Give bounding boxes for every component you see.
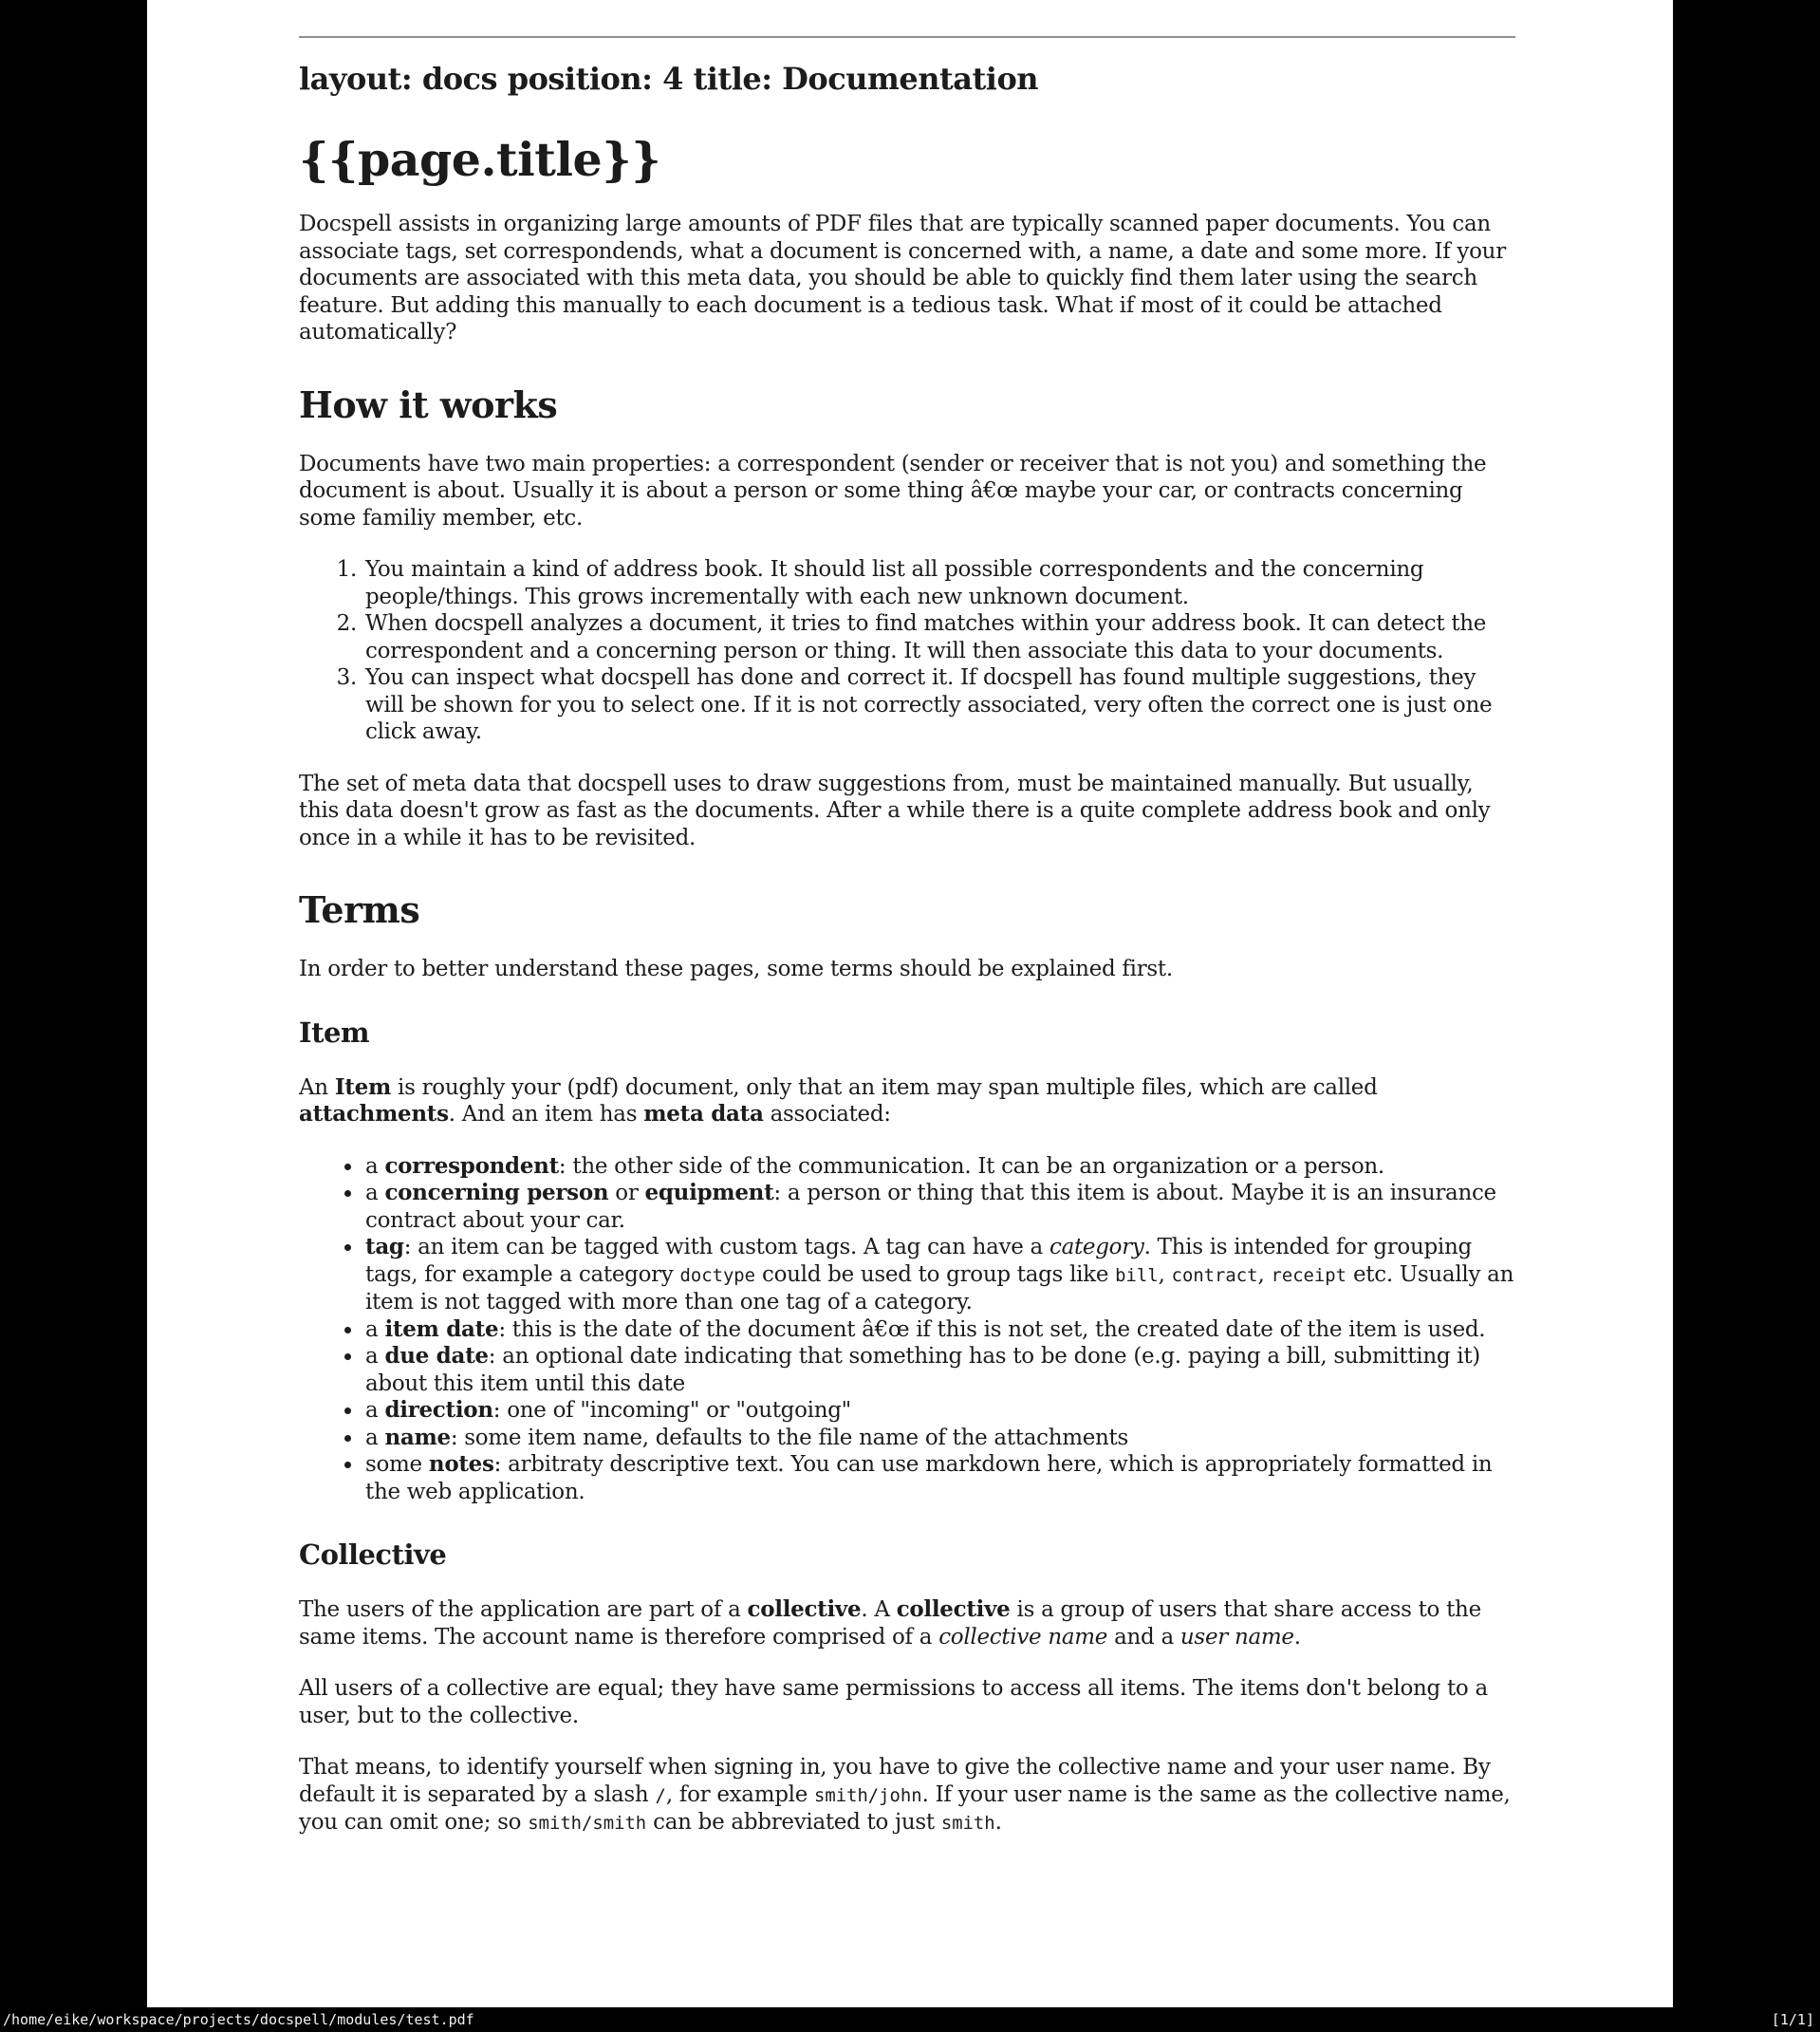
text-run: can be abbreviated to just	[646, 1810, 941, 1835]
list-item	[363, 1234, 1515, 1316]
inline-code: smith	[940, 1813, 995, 1834]
text-run: The users of the application are part of a	[299, 1597, 748, 1622]
text-run: notes	[428, 1451, 494, 1477]
text-run: or	[608, 1181, 645, 1205]
text-run: The set of meta data that docspell uses to draw suggestions from, must be maintained manually. But usually, this data doesn't grow as fast as the documents. After a while there is a quite complete address book and only once in a while it has to be revisited.	[299, 771, 1491, 850]
text-run: a	[365, 1344, 385, 1369]
section-heading	[299, 384, 1515, 426]
frontmatter-heading	[299, 61, 1515, 97]
text-run: That means, to identify yourself when signing in, you have to give the collective name and your user name. By default it is separated by a slash	[299, 1755, 1491, 1807]
text-run: ,	[1158, 1261, 1172, 1287]
text-run: : this is the date of the document â€œ if this is not set, the created date of the item is used.	[498, 1316, 1486, 1342]
text-run: correspondent	[384, 1152, 559, 1179]
inline-code: doctype	[679, 1264, 756, 1286]
text-run: In order to better understand these pages, some terms should be explained first.	[299, 957, 1173, 981]
text-run: Item	[299, 1016, 370, 1049]
text-run: a	[365, 1316, 385, 1342]
paragraph	[299, 451, 1515, 532]
paragraph	[299, 1596, 1515, 1650]
text-run: associated:	[763, 1102, 891, 1127]
text-run: : the other side of the communication. It can be an organization or a person.	[558, 1153, 1384, 1179]
text-run: Terms	[299, 888, 420, 931]
text-run: user name	[1179, 1624, 1294, 1650]
text-run: When docspell analyzes a document, it tries to find matches within your address book. It can detect the correspondent and a concerning person or thing. It will then associate this data to your documents.	[365, 611, 1487, 663]
text-run: : arbitraty descriptive text. You can use markdown here, which is appropriately formatted in the web application.	[365, 1452, 1493, 1504]
paragraph	[299, 771, 1515, 852]
text-run: collective	[747, 1596, 862, 1622]
text-run: .	[1293, 1624, 1301, 1650]
inline-code: contract	[1171, 1264, 1258, 1286]
paragraph	[299, 1754, 1515, 1837]
text-run: An	[299, 1074, 335, 1100]
text-run: . And an item has	[448, 1102, 644, 1127]
text-run: Docspell assists in organizing large amounts of PDF files that are typically scanned paper documents. You can associate tags, set correspondends, what a document is concerned with, a name, a date and some more. If your documents are associated with this meta data, you should be able to quickly find them later using the search feature. But adding this manually to each document is a tedious task. What if most of it could be attached automatically?	[299, 212, 1506, 345]
list-item	[363, 556, 1515, 610]
section-heading	[299, 889, 1515, 931]
text-run: : one of "incoming" or "outgoing"	[492, 1398, 851, 1423]
text-run: concerning person	[384, 1180, 609, 1205]
list-item	[363, 1180, 1515, 1234]
text-run: could be used to group tags like	[755, 1261, 1116, 1287]
text-run: Item	[334, 1073, 391, 1100]
paragraph	[299, 1074, 1515, 1128]
text-run: tag	[365, 1234, 404, 1259]
text-run: is a group of users that share access to the same items. The account name is therefore comprised of a	[299, 1597, 1481, 1650]
statusbar	[0, 2007, 1820, 2032]
text-run: Collective	[299, 1538, 447, 1571]
text-run: : an optional date indicating that something has to be done (e.g. paying a bill, submitting it) about this item until this date	[365, 1344, 1480, 1396]
text-run: {{page.title}}	[299, 132, 661, 187]
statusbar-filepath: /home/eike/workspace/projects/docspell/modules/test.pdf	[3, 2011, 474, 2028]
list-item	[363, 1153, 1515, 1181]
list-item	[363, 1316, 1515, 1344]
text-run: collective	[896, 1596, 1011, 1622]
text-run: due date	[384, 1343, 489, 1369]
text-run: meta data	[643, 1101, 764, 1127]
list-item	[363, 1343, 1515, 1397]
inline-code: /	[655, 1784, 666, 1806]
text-run: .	[994, 1810, 1002, 1835]
text-run: attachments	[299, 1101, 449, 1127]
text-run: layout: docs position: 4 title: Documentation	[299, 61, 1039, 97]
paragraph	[299, 956, 1515, 983]
list-item	[363, 610, 1515, 664]
text-run: category	[1049, 1235, 1144, 1259]
text-run: You can inspect what docspell has done and correct it. If docspell has found multiple suggestions, they will be shown for you to select one. If it is not correctly associated, very often the correct one is just one click away.	[365, 665, 1493, 744]
text-run: ,	[1257, 1261, 1272, 1287]
paragraph	[299, 211, 1515, 346]
text-run: . If your user name is the same as the collective name, you can omit one; so	[299, 1781, 1511, 1835]
statusbar-page-indicator: [1/1]	[1771, 2011, 1814, 2028]
text-run: etc. Usually an item is not tagged with more than one tag of a category.	[365, 1261, 1514, 1314]
unordered-list	[299, 1153, 1515, 1506]
page-title	[299, 133, 1515, 186]
text-run: equipment	[644, 1180, 774, 1205]
text-run: . This is intended for grouping tags, for example a category	[365, 1235, 1472, 1287]
text-run: direction	[384, 1397, 493, 1423]
paragraph	[299, 1675, 1515, 1729]
list-item	[363, 1425, 1515, 1452]
list-item	[363, 1451, 1515, 1505]
text-run: a	[365, 1181, 385, 1205]
list-item	[363, 664, 1515, 746]
subsection-heading	[299, 1538, 1515, 1572]
text-run: : an item can be tagged with custom tags. A tag can have a	[403, 1235, 1049, 1259]
text-run: You maintain a kind of address book. It should list all possible correspondents and the concerning people/things. This grows incrementally with each new unknown document.	[365, 557, 1424, 609]
subsection-heading	[299, 1016, 1515, 1050]
text-run: name	[384, 1424, 451, 1450]
document-content	[299, 0, 1515, 1837]
text-run: collective name	[938, 1624, 1108, 1650]
text-run: a	[365, 1398, 385, 1423]
text-run: How it works	[299, 382, 558, 426]
text-run: some	[365, 1452, 429, 1477]
inline-code: smith/smith	[528, 1813, 647, 1834]
text-run: : a person or thing that this item is about. Maybe it is an insurance contract about your car.	[365, 1181, 1496, 1233]
text-run: . A	[861, 1597, 897, 1622]
text-run: a	[365, 1425, 385, 1450]
document-page[interactable]	[147, 0, 1673, 2007]
inline-code: smith/john	[814, 1784, 922, 1806]
text-run: : some item name, defaults to the file name of the attachments	[450, 1425, 1128, 1450]
text-run: Documents have two main properties: a correspondent (sender or receiver that is not you) and something the document is about. Usually it is about a person or some thing â€œ maybe your car, or contracts concerning some familiy member, etc.	[299, 451, 1487, 531]
list-item	[363, 1397, 1515, 1425]
text-run: is roughly your (pdf) document, only that an item may span multiple files, which are called	[391, 1074, 1378, 1100]
text-run: item date	[384, 1315, 499, 1342]
inline-code: receipt	[1271, 1264, 1346, 1286]
text-run: and a	[1107, 1624, 1180, 1650]
text-run: , for example	[665, 1781, 815, 1807]
ordered-list	[299, 556, 1515, 746]
inline-code: bill	[1115, 1264, 1159, 1286]
text-run: a	[365, 1153, 385, 1179]
horizontal-rule	[299, 36, 1515, 38]
text-run: All users of a collective are equal; they have same permissions to access all items. The items don't belong to a user, but to the collective.	[299, 1676, 1488, 1728]
